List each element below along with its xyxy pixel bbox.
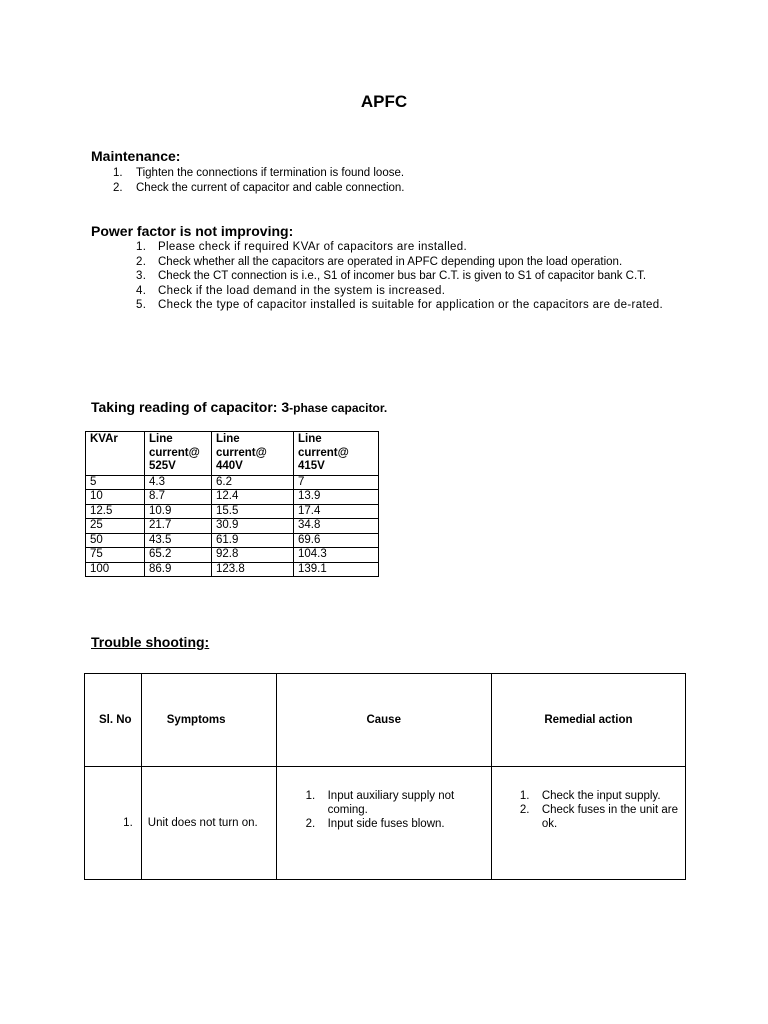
- cell: 13.9: [294, 490, 379, 505]
- table-row: [86, 548, 379, 563]
- cell: 100: [86, 562, 145, 577]
- list-item: [136, 240, 686, 255]
- list-item: [136, 298, 686, 313]
- cell: 86.9: [145, 562, 212, 577]
- list-item: [113, 181, 673, 196]
- reading-heading-small: -phase capacitor.: [289, 401, 388, 415]
- table-row: [86, 533, 379, 548]
- item-number: 3.: [136, 270, 147, 282]
- cell: 25: [86, 519, 145, 534]
- cell: 50: [86, 533, 145, 548]
- cell: 5: [86, 475, 145, 490]
- cell: 65.2: [145, 548, 212, 563]
- table-row: [86, 490, 379, 505]
- cell: 69.6: [294, 533, 379, 548]
- item-text: Check the CT connection is i.e., S1 of incomer bus bar C.T. is given to S1 of capacitor bank C.T.: [158, 270, 647, 282]
- list-item: [136, 255, 686, 270]
- list-item: [306, 789, 471, 817]
- cell-cause: [276, 767, 491, 880]
- item-text: Please check if required KVAr of capacitors are installed.: [158, 241, 468, 253]
- reading-heading-main: Taking reading of capacitor: 3: [91, 399, 290, 415]
- list-item: [520, 803, 679, 831]
- item-text: Input side fuses blown.: [327, 818, 445, 830]
- maintenance-list: [113, 166, 673, 195]
- cell: 10: [86, 490, 145, 505]
- header-kvar: KVAr: [86, 432, 145, 476]
- list-item: [136, 269, 686, 284]
- list-item: [306, 817, 471, 831]
- item-number: 2.: [519, 804, 530, 816]
- item-number: 4.: [136, 284, 147, 297]
- table-row: [85, 767, 686, 880]
- item-number: 1.: [519, 790, 530, 802]
- cell-symptom: Unit does not turn on.: [141, 767, 276, 880]
- power-factor-heading: Power factor is not improving:: [91, 223, 294, 239]
- cell-sl-no: 1.: [85, 767, 142, 880]
- cell: 104.3: [294, 548, 379, 563]
- table-header-row: [85, 674, 686, 767]
- cell: 75: [86, 548, 145, 563]
- item-text: Check if the load demand in the system is increased.: [158, 284, 446, 297]
- item-number: 2.: [113, 181, 123, 194]
- cell: 30.9: [212, 519, 294, 534]
- cell: 15.5: [212, 504, 294, 519]
- header-440v: Line current@ 440V: [212, 432, 294, 476]
- cell: 92.8: [212, 548, 294, 563]
- item-number: 1.: [305, 790, 316, 802]
- cell: 4.3: [145, 475, 212, 490]
- item-number: 1.: [113, 167, 123, 179]
- cell: 6.2: [212, 475, 294, 490]
- cell: 7: [294, 475, 379, 490]
- troubleshooting-heading: Trouble shooting:: [91, 634, 210, 650]
- header-cause: Cause: [276, 674, 491, 767]
- power-factor-list: [136, 240, 686, 313]
- page-title: APFC: [360, 92, 408, 111]
- header-525v: Line current@ 525V: [145, 432, 212, 476]
- item-number: 1.: [136, 241, 147, 253]
- item-text: Input auxiliary supply not coming.: [327, 790, 455, 816]
- table-row: [86, 562, 379, 577]
- item-number: 2.: [305, 818, 316, 830]
- item-text: Check the input supply.: [541, 790, 661, 802]
- cell: 43.5: [145, 533, 212, 548]
- item-number: 5.: [136, 299, 147, 311]
- cell: 12.5: [86, 504, 145, 519]
- cell: 61.9: [212, 533, 294, 548]
- cell: 10.9: [145, 504, 212, 519]
- list-item: [520, 789, 679, 803]
- item-text: Tighten the connections if termination is found loose.: [136, 167, 405, 179]
- cell: 8.7: [145, 490, 212, 505]
- troubleshooting-table: [84, 673, 686, 880]
- cell: 17.4: [294, 504, 379, 519]
- cell: 12.4: [212, 490, 294, 505]
- cell: 123.8: [212, 562, 294, 577]
- cause-list: [306, 789, 471, 831]
- header-415v: Line current@ 415V: [294, 432, 379, 476]
- item-text: Check fuses in the unit are ok.: [541, 804, 678, 830]
- item-number: 2.: [136, 255, 147, 268]
- item-text: Check the type of capacitor installed is suitable for application or the capacitors are de-rated.: [158, 299, 664, 311]
- capacitor-reading-table: [85, 431, 379, 577]
- remedy-list: [520, 789, 679, 831]
- table-row: [86, 475, 379, 490]
- reading-heading: [91, 399, 387, 415]
- table-header-row: [86, 432, 379, 476]
- cell: 139.1: [294, 562, 379, 577]
- item-text: Check the current of capacitor and cable connection.: [136, 181, 405, 194]
- table-row: [86, 504, 379, 519]
- header-remedial-action: Remedial action: [491, 674, 685, 767]
- list-item: [136, 284, 686, 299]
- maintenance-heading: Maintenance:: [91, 148, 181, 164]
- list-item: [113, 166, 673, 181]
- cell: 34.8: [294, 519, 379, 534]
- cell-remedial-action: [491, 767, 685, 880]
- cell: 21.7: [145, 519, 212, 534]
- header-symptoms: Symptoms: [141, 674, 276, 767]
- table-row: [86, 519, 379, 534]
- header-sl-no: Sl. No: [85, 674, 142, 767]
- item-text: Check whether all the capacitors are operated in APFC depending upon the load operation.: [158, 255, 623, 268]
